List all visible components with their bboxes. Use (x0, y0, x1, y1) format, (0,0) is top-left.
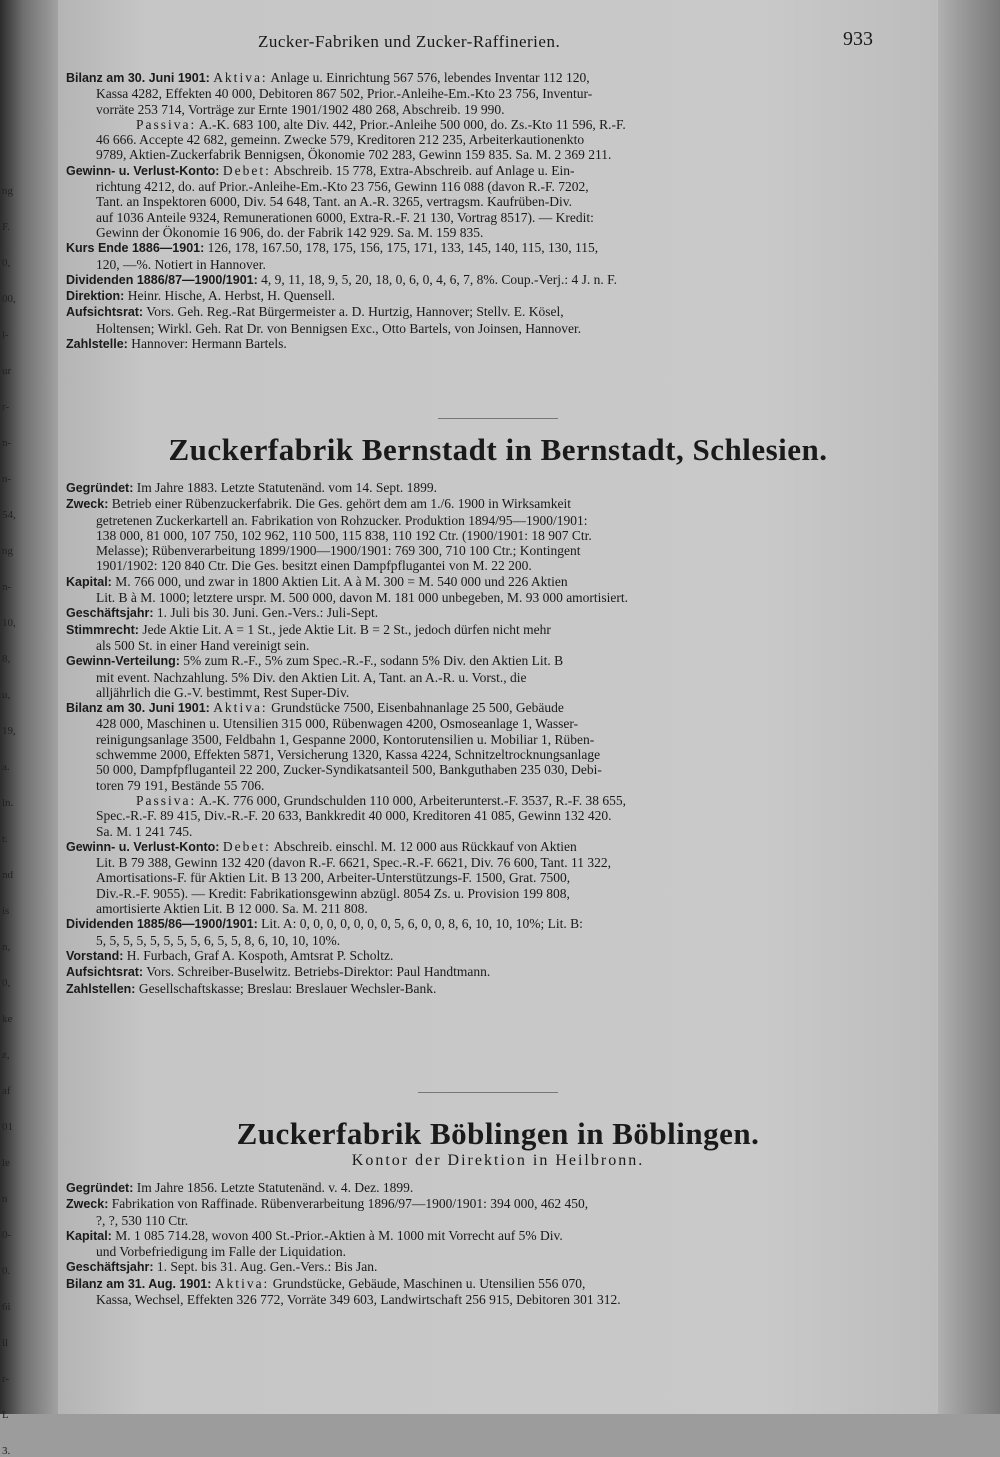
text-line (66, 304, 881, 320)
field-text: Abschreib. 15 778, Extra-Abschreib. auf Anlage u. Ein- (270, 162, 575, 178)
gutter-text-fragment: n, (2, 941, 11, 953)
gutter-text-fragment: r- (2, 401, 10, 413)
gutter-text-fragment: ln. (2, 797, 14, 809)
text-line (66, 870, 881, 885)
separator-line (438, 418, 558, 419)
gutter-text-fragment: L (2, 1409, 9, 1421)
running-title: Zucker-Fabriken und Zucker-Raffinerien. (258, 32, 561, 51)
gutter-text-fragment: a. (2, 761, 10, 773)
text-line (66, 964, 881, 980)
field-text: Grundstücke, Gebäude, Maschinen u. Utensilien 556 070, (269, 1275, 586, 1291)
field-text: toren 79 191, Bestände 55 706. (96, 777, 265, 793)
gutter-text-fragment: ng (2, 545, 13, 557)
text-line (66, 916, 881, 932)
field-text: 5, 5, 5, 5, 5, 5, 5, 5, 6, 5, 5, 8, 6, 10, 10, 10%. (96, 932, 341, 948)
text-line (66, 981, 881, 997)
field-label: Geschäftsjahr: (66, 606, 154, 621)
account-side-label: Aktiva: (214, 1275, 270, 1291)
text-line (66, 778, 881, 793)
gutter-text-fragment: r. (2, 833, 8, 845)
account-side-label: Debet: (222, 838, 271, 854)
field-text: ?, ?, 530 110 Ctr. (96, 1212, 189, 1228)
gutter-text-fragment: 54, (2, 509, 16, 521)
field-label: Vorstand: (66, 948, 124, 963)
field-text: Sa. M. 1 241 745. (96, 823, 193, 839)
field-label: Kapital: (66, 574, 112, 589)
separator-line (418, 1092, 558, 1093)
field-text: Vors. Geh. Reg.-Rat Bürgermeister a. D. Hurtzig, Hannover; Stellv. E. Kösel, (146, 304, 564, 320)
text-line (66, 257, 881, 272)
text-line (66, 670, 881, 685)
gutter-text-fragment: 0- (2, 1229, 12, 1241)
field-label: Zweck: (66, 497, 109, 512)
gutter-text-fragment: 8, (2, 653, 11, 665)
field-text: 50 000, Dampfpfluganteil 22 200, Zucker-Syndikatsanteil 500, Bankguthaben 235 030, Debi- (96, 762, 602, 778)
field-text: Gewinn der Ökonomie 16 906, do. der Fabrik 142 929. Sa. M. 159 835. (96, 224, 484, 240)
text-line (66, 732, 881, 747)
field-text: A.-K. 776 000, Grundschulden 110 000, Arbeiterunterst.-F. 3537, R.-F. 38 655, (196, 792, 626, 808)
field-text: Kassa, Wechsel, Effekten 326 772, Vorräte 349 603, Landwirtschaft 256 915, Debitoren 301 312. (96, 1292, 621, 1308)
gutter-text-fragment: 3. (2, 1445, 11, 1457)
text-line (66, 496, 881, 512)
text-line (66, 808, 881, 823)
field-label: Dividenden 1886/87—1900/1901: (66, 272, 258, 287)
text-line (66, 574, 881, 590)
field-text: 46 666. Accepte 42 682, gemeinn. Zwecke 579, Kreditoren 212 235, Arbeiterkautionenkto (96, 132, 585, 148)
field-text: 1. Sept. bis 31. Aug. Gen.-Vers.: Bis Jan. (156, 1259, 378, 1275)
gutter-text-fragment: 01 (2, 1121, 13, 1133)
field-text: Im Jahre 1883. Letzte Statutenänd. vom 14. Sept. 1899. (136, 480, 438, 495)
field-text: schwemme 2000, Effekten 5871, Versicherung 1320, Kassa 4224, Schnitzeltrocknungsanlage (96, 747, 601, 763)
text-line (66, 1196, 881, 1212)
field-text: als 500 St. in einer Hand vereinigt sein. (96, 637, 310, 653)
text-line (66, 321, 881, 336)
field-label: Gegründet: (66, 1181, 134, 1195)
gutter-text-fragment: 10, (2, 617, 16, 629)
text-line (66, 102, 881, 117)
entry-continued (66, 70, 881, 352)
text-line (66, 480, 881, 496)
gutter-text-fragment: z, (2, 1049, 10, 1061)
text-line (66, 132, 881, 147)
field-text: Tant. an Inspektoren 6000, Div. 54 648, Tant. an A.-R. 3265, vertragsm. Kaufrüben-Div. (96, 194, 573, 210)
text-line (66, 240, 881, 256)
field-text: alljährlich die G.-V. bestimmt, Rest Super-Div. (96, 684, 350, 700)
field-text: Fabrikation von Raffinade. Rübenverarbeitung 1896/97—1900/1901: 394 000, 462 450, (111, 1196, 589, 1212)
text-line (66, 762, 881, 777)
field-text: 9789, Aktien-Zuckerfabrik Bennigsen, Ökonomie 702 283, Gewinn 159 835. Sa. M. 2 369 211. (96, 147, 612, 163)
gutter-text-fragment: l- (2, 329, 9, 341)
gutter-text-fragment: r- (2, 1373, 10, 1385)
text-line (66, 590, 881, 605)
field-text: Div.-R.-F. 9055). — Kredit: Fabrikationsgewinn abzügl. 8054 Zs. u. Provision 199 808, (96, 885, 570, 901)
field-label: Aufsichtsrat: (66, 965, 144, 980)
gutter-text-fragment: le (2, 1157, 10, 1169)
field-text: vorräte 253 714, Vorträge zur Ernte 1901/1902 480 268, Abschreib. 19 990. (96, 101, 505, 117)
field-text: auf 1036 Anteile 9324, Remunerationen 6000, Extra-R.-F. 21 130, Vortrag 8517). — Kredit: (96, 209, 594, 225)
gutter-text-fragment: n (2, 1193, 8, 1205)
field-label: Gegründet: (66, 481, 134, 495)
field-text: Betrieb einer Rübenzuckerfabrik. Die Ges. gehört dem am 1./6. 1900 in Wirksamkeit (111, 496, 571, 512)
gutter-text-fragment: 0. (2, 1265, 11, 1277)
field-label: Kurs Ende 1886—1901: (66, 241, 205, 256)
text-line (66, 747, 881, 762)
text-line (66, 272, 881, 288)
field-text: 5% zum R.-F., 5% zum Spec.-R.-F., sodann 5% Div. den Aktien Lit. B (183, 653, 564, 669)
text-line (66, 1213, 881, 1228)
page-edge-shadow (938, 0, 1000, 1414)
gutter-text-fragment: n- (2, 437, 12, 449)
gutter-text-fragment: n- (2, 581, 12, 593)
text-line (66, 336, 881, 352)
text-line (66, 513, 881, 528)
text-line (66, 147, 881, 162)
gutter-text-fragment: il (2, 1337, 9, 1349)
field-label: Gewinn- u. Verlust-Konto: (66, 839, 220, 854)
field-text: amortisierte Aktien Lit. B 12 000. Sa. M. 211 808. (96, 901, 368, 917)
field-label: Zweck: (66, 1197, 109, 1212)
field-label: Bilanz am 30. Juni 1901: (66, 701, 210, 716)
field-text: 138 000, 81 000, 107 750, 102 962, 110 500, 115 838, 110 192 Ctr. (1900/1901: 18 907 Ctr. (96, 527, 592, 543)
text-line (66, 194, 881, 209)
text-line (66, 622, 881, 638)
account-side-label: Aktiva: (213, 70, 268, 85)
text-line (66, 901, 881, 916)
text-line (66, 605, 881, 621)
text-line (66, 685, 881, 700)
text-line (66, 839, 881, 855)
gutter-text-fragment: ke (2, 1013, 13, 1025)
gutter-text-fragment: 0, (2, 257, 11, 269)
field-label: Zahlstelle: (66, 337, 128, 352)
field-label: Bilanz am 30. Juni 1901: (66, 71, 210, 85)
field-text: M. 766 000, und zwar in 1800 Aktien Lit. A à M. 300 = M. 540 000 und 226 Aktien (115, 573, 568, 589)
gutter-text-fragment: 0, (2, 977, 11, 989)
field-text: 126, 178, 167.50, 178, 175, 156, 175, 171, 133, 145, 140, 115, 130, 115, (207, 240, 599, 256)
field-label: Zahlstellen: (66, 981, 136, 996)
field-text: und Vorbefriedigung im Falle der Liquidation. (96, 1244, 346, 1260)
gutter-text-fragment: u, (2, 689, 11, 701)
text-line (66, 117, 881, 132)
field-text: getretenen Zuckerkartell an. Fabrikation von Rohzucker. Produktion 1894/95—1900/1901: (96, 512, 588, 528)
field-label: Gewinn- u. Verlust-Konto: (66, 163, 220, 178)
field-text: Kassa 4282, Effekten 40 000, Debitoren 867 502, Prior.-Anleihe-Em.-Kto 23 756, Inventur- (96, 86, 593, 102)
text-line (66, 793, 881, 808)
field-label: Direktion: (66, 289, 125, 304)
field-text: richtung 4212, do. auf Prior.-Anleihe-Em.-Kto 23 756, Gewinn 116 088 (davon R.-F. 7202, (96, 179, 589, 195)
text-line (66, 528, 881, 543)
gutter-text-fragment: is (2, 905, 10, 917)
field-text: Abschreib. einschl. M. 12 000 aus Rückkauf von Aktien (270, 838, 577, 854)
field-text: M. 1 085 714.28, wovon 400 St.-Prior.-Aktien à M. 1000 mit Vorrecht auf 5% Div. (115, 1227, 563, 1243)
field-label: Gewinn-Verteilung: (66, 654, 180, 669)
text-line (66, 700, 881, 716)
text-line (66, 638, 881, 653)
field-text: 428 000, Maschinen u. Utensilien 315 000, Rübenwagen 4200, Osmoseanlage 1, Wasser- (96, 716, 579, 732)
account-side-label: Passiva: (136, 792, 197, 808)
account-side-label: Aktiva: (213, 700, 268, 716)
text-line (66, 716, 881, 731)
field-text: Lit. B 79 388, Gewinn 132 420 (davon R.-F. 6621, Spec.-R.-F. 6621, Div. 76 600, Tant. 11 322, (96, 855, 611, 871)
gutter-text-fragment: nd (2, 869, 13, 881)
gutter-text-fragment: 00, (2, 293, 16, 305)
field-text: A.-K. 683 100, alte Div. 442, Prior.-Anleihe 500 000, do. Zs.-Kto 11 596, R.-F. (196, 116, 626, 132)
field-text: Holtensen; Wirkl. Geh. Rat Dr. von Bennigsen Exc., Otto Bartels, von Joinsen, Hannover. (96, 320, 582, 336)
field-text: Melasse); Rübenverarbeitung 1899/1900—1900/1901: 769 300, 710 100 Ctr.; Kontingent (96, 543, 581, 559)
field-text: Grundstücke 7500, Eisenbahnanlage 25 500, Gebäude (267, 700, 564, 716)
text-line (66, 948, 881, 964)
field-text: 1. Juli bis 30. Juni. Gen.-Vers.: Juli-Sept. (156, 605, 379, 621)
text-line (66, 824, 881, 839)
field-text: mit event. Nachzahlung. 5% Div. den Aktien Lit. A, Tant. an A.-R. u. Vorst., die (96, 669, 527, 685)
gutter-text-fragment: 6i (2, 1301, 11, 1313)
account-side-label: Debet: (222, 162, 271, 178)
field-label: Dividenden 1885/86—1900/1901: (66, 917, 258, 932)
text-line (66, 288, 881, 304)
field-label: Kapital: (66, 1228, 112, 1243)
field-text: Amortisations-F. für Aktien Lit. B 13 200, Arbeiter-Unterstützungs-F. 1500, Grat. 7500, (96, 870, 571, 886)
document-page (58, 0, 938, 1414)
company-title-boeblingen: Zuckerfabrik Böblingen in Böblingen. (236, 1116, 760, 1151)
field-label: Bilanz am 31. Aug. 1901: (66, 1276, 212, 1291)
entry-bernstadt (66, 480, 881, 997)
field-text: Im Jahre 1856. Letzte Statutenänd. v. 4. Dez. 1899. (136, 1180, 414, 1195)
text-line (66, 225, 881, 240)
text-line (66, 1180, 881, 1196)
gutter-text-fragment: ng (2, 185, 13, 197)
entry-boeblingen (66, 1180, 881, 1307)
text-line (66, 543, 881, 558)
text-line (66, 558, 881, 573)
text-line (66, 210, 881, 225)
company-title-bernstadt: Zuckerfabrik Bernstadt in Bernstadt, Schlesien. (168, 432, 828, 467)
gutter-text-fragment: F. (2, 221, 10, 233)
text-line (66, 653, 881, 669)
field-text: 4, 9, 11, 18, 9, 5, 20, 18, 0, 6, 0, 4, 6, 7, 8%. Coup.-Verj.: 4 J. n. F. (261, 271, 617, 287)
gutter-text-fragment: ur (2, 365, 12, 377)
book-gutter (0, 0, 58, 1457)
field-text: H. Furbach, Graf A. Kospoth, Amtsrat P. Scholtz. (126, 947, 394, 963)
field-text: Lit. A: 0, 0, 0, 0, 0, 0, 0, 5, 6, 0, 0, 8, 6, 10, 10, 10%; Lit. B: (261, 916, 583, 932)
text-line (66, 1244, 881, 1259)
field-label: Geschäftsjahr: (66, 1260, 154, 1275)
field-text: Heinr. Hische, A. Herbst, H. Quensell. (127, 288, 336, 304)
gutter-text-fragment: af (2, 1085, 11, 1097)
running-head (58, 28, 938, 54)
field-text: Anlage u. Einrichtung 567 576, lebendes Inventar 112 120, (267, 70, 590, 85)
field-text: 1901/1902: 120 840 Ctr. Die Ges. besitzt einen Dampfpflugantei von M. 22 200. (96, 558, 532, 574)
text-line (66, 886, 881, 901)
text-line (66, 1276, 881, 1292)
text-line (66, 179, 881, 194)
field-text: Jede Aktie Lit. A = 1 St., jede Aktie Lit. B = 2 St., jedoch dürfen nicht mehr (142, 621, 551, 637)
text-line (66, 70, 881, 86)
text-line (66, 86, 881, 101)
text-line (66, 933, 881, 948)
field-label: Aufsichtsrat: (66, 305, 144, 320)
text-line (66, 1228, 881, 1244)
field-text: Spec.-R.-F. 89 415, Div.-R.-F. 20 633, Bankkredit 40 000, Kreditoren 41 085, Gewinn 132 420. (96, 808, 612, 824)
field-text: Lit. B à M. 1000; letztere urspr. M. 500 000, davon M. 181 000 unbegeben, M. 93 000 amortisiert. (96, 590, 629, 606)
text-line (66, 1259, 881, 1275)
account-side-label: Passiva: (136, 116, 197, 132)
company-subtitle-boeblingen: Kontor der Direktion in Heilbronn. (351, 1152, 645, 1169)
text-line (66, 1292, 881, 1307)
page-number: 933 (843, 28, 873, 50)
gutter-text-fragment: n- (2, 473, 12, 485)
field-text: reinigungsanlage 3500, Feldbahn 1, Gespanne 2000, Kontorutensilien u. Mobiliar 1, Rüben- (96, 731, 595, 747)
field-text: Vors. Schreiber-Buselwitz. Betriebs-Direktor: Paul Handtmann. (146, 964, 491, 980)
gutter-text-fragment: 19, (2, 725, 16, 737)
field-text: 120, —%. Notiert in Hannover. (96, 256, 266, 272)
field-text: Hannover: Hermann Bartels. (131, 336, 287, 352)
field-text: Gesellschaftskasse; Breslau: Breslauer Wechsler-Bank. (138, 980, 437, 996)
text-line (66, 163, 881, 179)
field-label: Stimmrecht: (66, 622, 139, 637)
text-line (66, 855, 881, 870)
